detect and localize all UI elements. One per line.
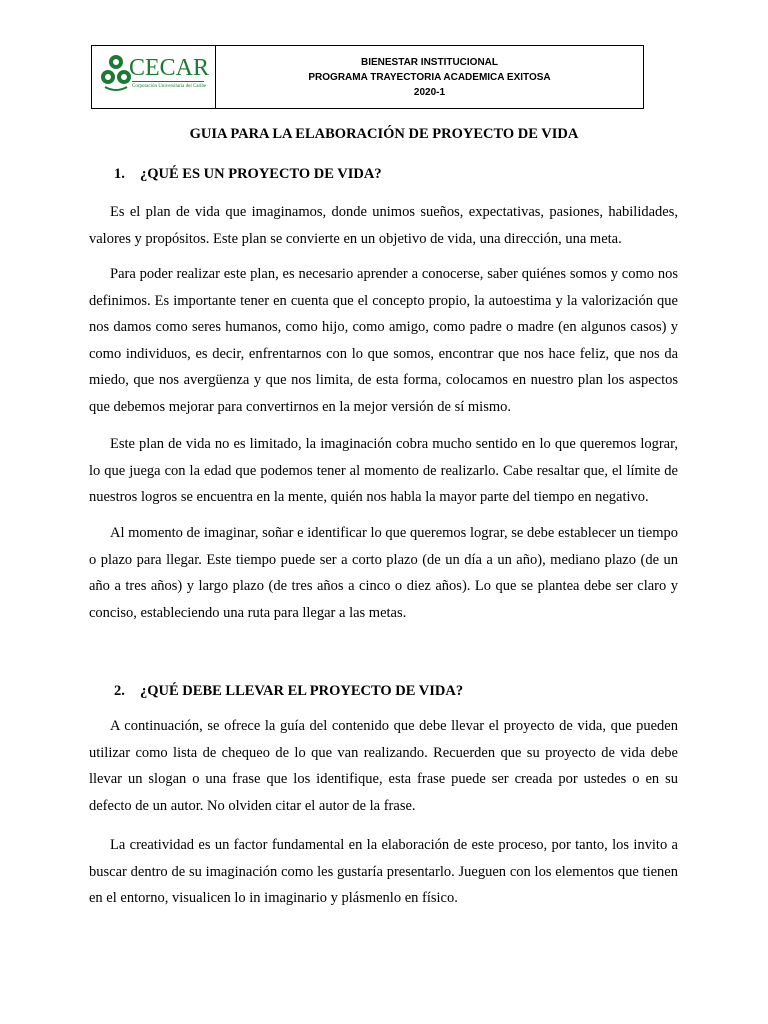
logo-text: CECAR [129,55,210,81]
section-number: 1. [114,166,125,182]
section-heading-1 [114,166,382,183]
paragraph: A continuación, se ofrece la guía del contenido que debe llevar el proyecto de vida, que pueden utilizar como lista de chequeo de lo que van realizando. Recuerden que su proyecto de vida debe llevar un slogan o una frase que los identifique, esta frase puede ser creada por ustedes o en su defecto de un autor. No olviden citar el autor de la frase. [89,718,678,814]
header-title-cell [216,46,643,108]
section-heading-text: ¿QUÉ DEBE LLEVAR EL PROYECTO DE VIDA? [140,683,464,699]
paragraph: Es el plan de vida que imaginamos, donde unimos sueños, expectativas, pasiones, habilidades, valores y propósitos. Este plan se convierte en un objetivo de vida, una dirección, una meta. [89,204,678,247]
header-line-period: 2020-1 [413,87,446,98]
document-header-table [91,45,644,109]
logo-subtext: Corporación Universitaria del Caribe [132,84,207,89]
cecar-logo-icon [100,53,132,93]
section-heading-text: ¿QUÉ ES UN PROYECTO DE VIDA? [140,166,382,182]
paragraph: Al momento de imaginar, soñar e identificar lo que queremos lograr, se debe establecer un tiempo o plazo para llegar. Este tiempo puede ser a corto plazo (de un día a un año), mediano plazo (de un año a tres años) y largo plazo (de tres años a cinco o diez años). Lo que se plantea debe ser claro y conciso, estableciendo una ruta para llegar a las metas. [89,525,678,621]
logo-divider [132,81,204,82]
logo-cell [92,46,216,108]
header-line-program: PROGRAMA TRAYECTORIA ACADEMICA EXITOSA [308,72,551,83]
paragraph: Este plan de vida no es limitado, la imaginación cobra mucho sentido en lo que queremos lograr, lo que juega con la edad que podemos tener al momento de realizarlo. Cabe resaltar que, el límite de nuestros logros se encuentra en la mente, quién nos habla la mayor parte del tiempo en negativo. [89,436,678,505]
document-title: GUIA PARA LA ELABORACIÓN DE PROYECTO DE VIDA [189,126,579,142]
section-number: 2. [114,683,125,699]
header-line-institution: BIENESTAR INSTITUCIONAL [360,57,499,68]
paragraph: La creatividad es un factor fundamental en la elaboración de este proceso, por tanto, los invito a buscar dentro de su imaginación como les gustaría presentarlo. Jueguen con los elementos que tienen en el entorno, visualicen lo in imaginario y plásmenlo en físico. [89,837,678,906]
section-heading-2 [114,683,463,700]
paragraph: Para poder realizar este plan, es necesario aprender a conocerse, saber quiénes somos y como nos definimos. Es importante tener en cuenta que el concepto propio, la autoestima y la valorización que nos damos como seres humanos, como hijo, como amigo, como padre o madre (en algunos casos) y como individuos, es decir, enfrentarnos con lo que somos, encontrar que nos hace feliz, que nos da miedo, que nos avergüenza y que nos limita, de esta forma, colocamos en nuestro plan los aspectos que debemos mejorar para convertirnos en la mejor versión de sí mismo. [89,266,678,415]
